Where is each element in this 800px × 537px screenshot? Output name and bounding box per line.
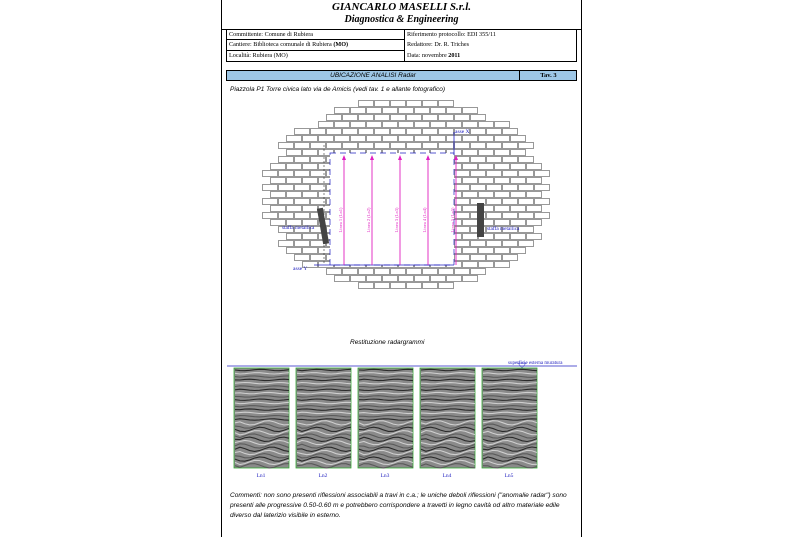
radar-panel (420, 368, 475, 479)
section-bar (226, 70, 577, 81)
redattore-value: Dr. R. Triches (434, 41, 470, 49)
scan-line-label: Linea 3 (Ln3) (394, 207, 399, 233)
radargram-strip (222, 360, 581, 485)
localita-row: Località: Rubiera (MO) (229, 51, 288, 59)
radar-panel-label: Ln1 (256, 473, 266, 479)
radar-panel (358, 368, 413, 479)
axis-y-label: asse Y (293, 266, 308, 272)
plan-caption: Piazzola P1 Torre civica lato via de Amicis (vedi tav. 1 e allante fotografico) (230, 86, 446, 93)
radar-panel (482, 368, 537, 479)
radar-panel-label: Ln4 (442, 473, 452, 479)
cantiere-row: Cantiere: Biblioteca comunale di Rubiera (MO) (227, 40, 404, 50)
cantiere-value: Biblioteca comunale di Rubiera (253, 41, 334, 49)
radar-panel (296, 368, 351, 479)
scan-line-label: Linea 5 (Ln5) (450, 207, 455, 233)
staffa-left-label: staffa metallica (282, 225, 315, 231)
redattore-row: Redattore: Dr. R. Triches (407, 41, 470, 49)
scan-line-label: Linea 4 (Ln4) (422, 207, 427, 233)
radar-panels (234, 368, 537, 479)
protocollo-value: EDI 355/11 (467, 31, 496, 38)
protocollo-row: Riferimento protocollo: EDI 355/11 (407, 31, 496, 38)
document-sheet (221, 0, 582, 537)
committente-value: Comune di Rubiera (264, 31, 314, 38)
surface-label: superficie esterna muratura (508, 361, 563, 366)
company-name: GIANCARLO MASELLI S.r.l. (331, 1, 472, 13)
comment-text: Commenti: non sono presenti riflessioni associabili a travi in c.a.; le uniche deboli riflessioni ("anomalie radar") sono presenti alle progressive 0.50-0.60 m e potrebbero corrispondere a travetti in legno cavità od altro materiale edile diverso dal laterizio visibile in esterno. (230, 492, 567, 519)
localita-value: Rubiera (MO) (252, 51, 288, 59)
staffa-right-label: staffa metallica (487, 226, 520, 232)
data-year: 2011 (448, 51, 461, 59)
scan-line-label: Linea 2 (Ln2) (366, 207, 371, 233)
section-title: UBICAZIONE ANALISI Radar (330, 72, 416, 79)
document-header (222, 0, 581, 30)
radar-panel-label: Ln5 (504, 473, 514, 479)
company-subtitle: Diagnostica & Engineering (344, 14, 459, 25)
scan-line-label: Linea 1 (Ln1) (338, 207, 343, 233)
radar-panel-label: Ln2 (318, 473, 328, 479)
staffa-right (477, 203, 484, 237)
radar-panel-label: Ln3 (380, 473, 390, 479)
data-row: Data: novembre 2011 (407, 51, 461, 59)
radar-panel (234, 368, 289, 479)
axis-x-label: asse X (455, 129, 470, 135)
info-table (226, 30, 577, 62)
table-number: Tav. 3 (519, 70, 577, 81)
radar-caption: Restituzione radargrammi (350, 339, 425, 346)
committente-row: Committente: Comune di Rubiera (227, 30, 404, 40)
plan-drawing (262, 100, 552, 295)
